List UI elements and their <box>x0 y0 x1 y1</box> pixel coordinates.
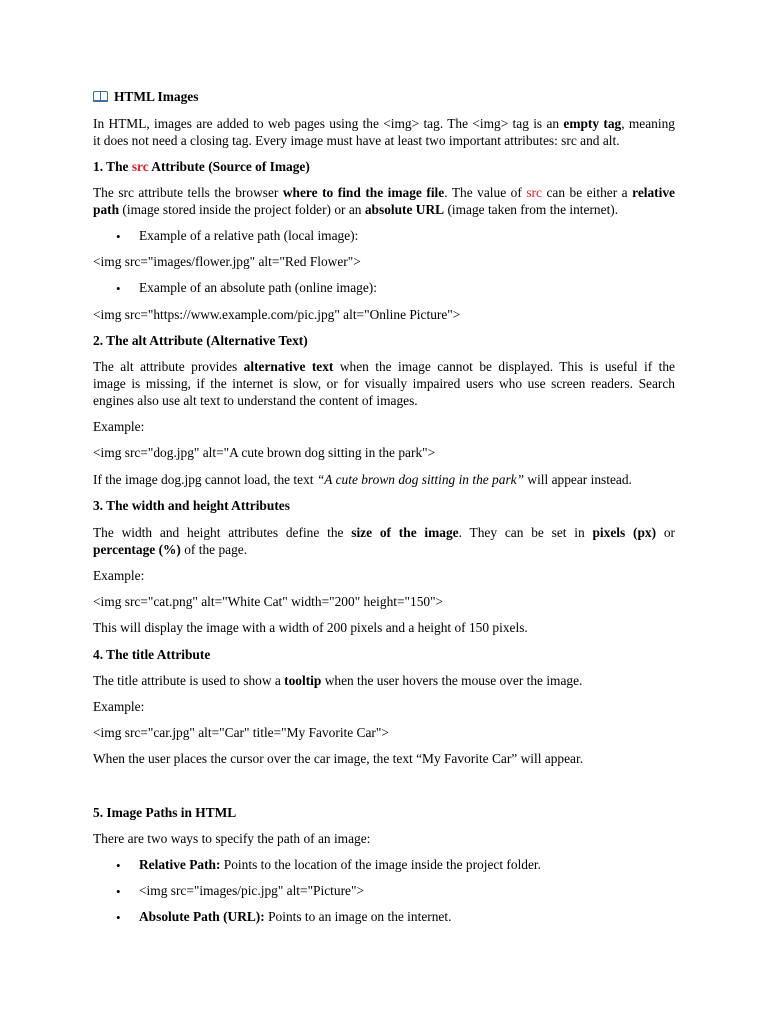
section-1-heading: 1. The src Attribute (Source of Image) <box>93 159 310 174</box>
bullet-relative-path: Relative Path: Points to the location of the image inside the project folder. <box>139 857 541 872</box>
bullet: • <box>116 884 121 899</box>
bullet-relative-path-example: Example of a relative path (local image): <box>139 228 359 243</box>
section-4-heading: 4. The title Attribute <box>93 647 211 662</box>
size-note: This will display the image with a width of 200 pixels and a height of 150 pixels. <box>93 620 528 635</box>
section-3-paragraph-line-2: percentage (%) of the page. <box>93 542 248 557</box>
title-text: HTML Images <box>114 89 199 104</box>
section-3-paragraph-line-1: The width and height attributes define the size of the image. They can be set in pixels (px) or <box>93 525 675 540</box>
section-2-heading: 2. The alt Attribute (Alternative Text) <box>93 333 308 348</box>
alt-fallback-note: If the image dog.jpg cannot load, the text “A cute brown dog sitting in the park” will appear instead. <box>93 472 632 487</box>
code-example-relative: <img src="images/flower.jpg" alt="Red Flower"> <box>93 254 361 269</box>
example-label: Example: <box>93 419 145 434</box>
bullet: • <box>116 910 121 925</box>
code-example-size: <img src="cat.png" alt="White Cat" width="200" height="150"> <box>93 594 444 609</box>
bullet: • <box>116 858 121 873</box>
code-example-title: <img src="car.jpg" alt="Car" title="My Favorite Car"> <box>93 725 389 740</box>
bullet-absolute-path-example: Example of an absolute path (online image): <box>139 280 377 295</box>
section-3-heading: 3. The width and height Attributes <box>93 498 290 513</box>
bullet-absolute-path: Absolute Path (URL): Points to an image on the internet. <box>139 909 452 924</box>
section-5-heading: 5. Image Paths in HTML <box>93 805 237 820</box>
code-example-alt: <img src="dog.jpg" alt="A cute brown dog sitting in the park"> <box>93 445 436 460</box>
code-example-absolute: <img src="https://www.example.com/pic.jpg" alt="Online Picture"> <box>93 307 461 322</box>
bullet: • <box>116 229 121 244</box>
section-1-paragraph-line-2: path (image stored inside the project folder) or an absolute URL (image taken from the internet). <box>93 202 619 217</box>
bullet-code-example: <img src="images/pic.jpg" alt="Picture"> <box>139 883 364 898</box>
section-2-paragraph-line-1: The alt attribute provides alternative text when the image cannot be displayed. This is useful if the <box>93 359 675 374</box>
bullet: • <box>116 281 121 296</box>
intro-line-1: In HTML, images are added to web pages using the <img> tag. The <img> tag is an empty tag, meaning <box>93 116 675 131</box>
section-1-paragraph-line-1: The src attribute tells the browser where to find the image file. The value of src can be either a relative <box>93 185 676 200</box>
section-2-paragraph-line-2: image is missing, if the internet is slow, or for visually impaired users who use screen readers. Search <box>93 376 675 391</box>
section-4-paragraph: The title attribute is used to show a tooltip when the user hovers the mouse over the image. <box>93 673 583 688</box>
section-2-paragraph-line-3: engines also use alt text to understand the content of images. <box>93 393 418 408</box>
document-title <box>93 89 198 106</box>
intro-line-2: it does not need a closing tag. Every image must have at least two important attributes: src and alt. <box>93 133 620 148</box>
section-5-intro: There are two ways to specify the path of an image: <box>93 831 371 846</box>
tooltip-note: When the user places the cursor over the car image, the text “My Favorite Car” will appear. <box>93 751 584 766</box>
example-label: Example: <box>93 699 145 714</box>
example-label: Example: <box>93 568 145 583</box>
open-book-icon <box>93 90 108 102</box>
